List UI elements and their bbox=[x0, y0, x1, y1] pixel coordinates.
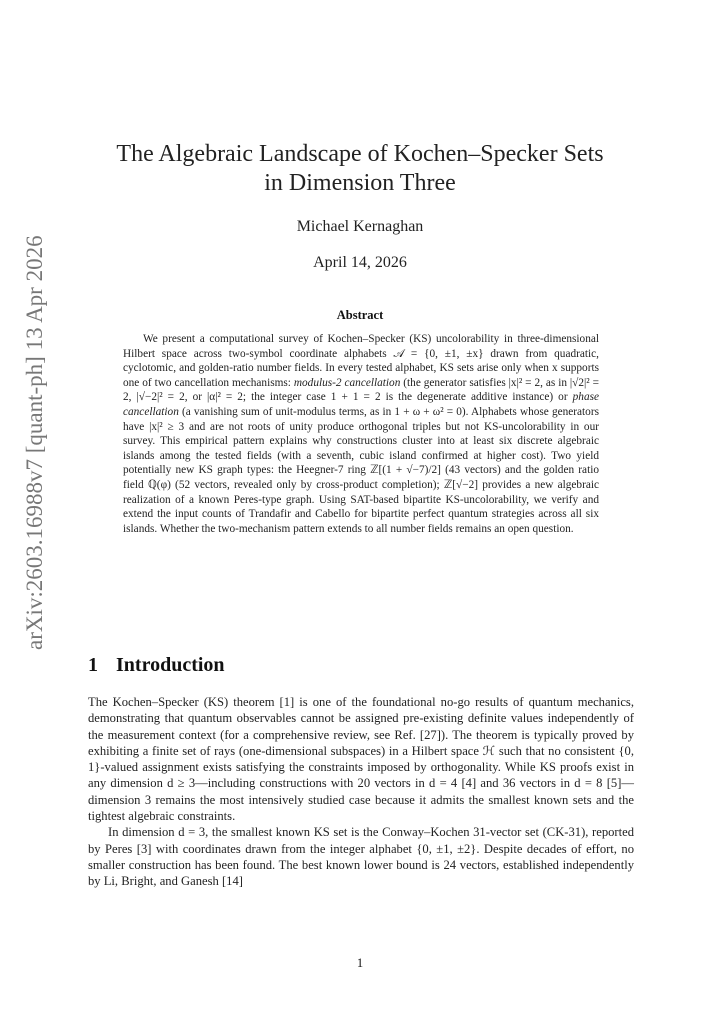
title-line-2: in Dimension Three bbox=[264, 170, 456, 196]
body-text bbox=[88, 694, 634, 890]
section-title: Introduction bbox=[116, 654, 225, 676]
abstract-text-part3: (a vanishing sum of unit-modulus terms, as in 1 + ω + ω² = 0). Alphabets whose generators have |x|² ≥ 3 and are not roots of unity produce orthogonal triples but not KS-uncolorability in our survey. This empirical pattern explains why constructions cluster into at least six discrete algebraic islands among the tested fields (with a seventh, cubic island confirmed at higher cost). Two yield potentially new KS graph types: the Heegner-7 ring ℤ[(1 + √−7)/2] (43 vectors) and the golden ratio field ℚ(φ) (52 vectors, revealed only by cross-product completion); ℤ[√−2] provides a new algebraic realization of a known Peres-type graph. Using SAT-based bipartite KS-uncolorability, we verify and extend the input counts of Trandafir and Cabello for bipartite perfect quantum strategies across all six islands. Whether the two-mechanism pattern extends to all number fields remains an open question. bbox=[123, 405, 599, 535]
section-heading bbox=[88, 654, 225, 677]
page-number: 1 bbox=[356, 956, 364, 970]
abstract-heading: Abstract bbox=[336, 308, 384, 322]
author-name: Michael Kernaghan bbox=[296, 218, 424, 235]
publication-date: April 14, 2026 bbox=[313, 254, 407, 271]
abstract-text-part2: (the generator satisfies |x|² = 2, as in |√2|² = 2, |√−2|² = 2, or |α|² = 2; the integer case 1 + 1 = 2 is the degenerate additive instance) or bbox=[123, 376, 599, 404]
abstract-body bbox=[123, 332, 599, 536]
section-number: 1 bbox=[88, 654, 98, 676]
body-paragraph-1: The Kochen–Specker (KS) theorem [1] is one of the foundational no-go results of quantum mechanics, demonstrating that quantum observables cannot be assigned pre-existing definite values independently of the measurement context (for a comprehensive review, see Ref. [27]). The theorem is typically proved by exhibiting a finite set of rays (one-dimensional subspaces) in a Hilbert space ℋ such that no consistent {0, 1}-valued assignment exists satisfying the constraints imposed by orthogonality. While KS proofs exist in any dimension d ≥ 3—including constructions with 20 vectors in d = 4 [4] and 36 vectors in d = 8 [5]—dimension 3 remains the most intensively studied case because it admits the smallest known sets and the tightest algebraic constraints. bbox=[88, 695, 634, 824]
arxiv-sidebar-stamp: arXiv:2603.16988v7 [quant-ph] 13 Apr 2026 bbox=[22, 235, 47, 650]
paper-title bbox=[90, 140, 630, 198]
body-paragraph-2: In dimension d = 3, the smallest known KS set is the Conway–Kochen 31-vector set (CK-31), reported by Peres [3] with coordinates drawn from the integer alphabet {0, ±1, ±2}. Despite decades of effort, no smaller construction has been found. The best known lower bound is 24 vectors, established independently by Li, Bright, and Ganesh [14] bbox=[88, 825, 634, 889]
abstract-term-modulus: modulus-2 cancellation bbox=[293, 376, 401, 389]
abstract-text-part1: We present a computational survey of Kochen–Specker (KS) uncolorability in three-dimensional Hilbert space across two-symbol coordinate alphabets 𝒜 = {0, ±1, ±x} drawn from quadratic, cyclotomic, and golden-ratio number fields. In every tested alphabet, KS sets arise only when x supports one of two cancellation mechanisms: bbox=[123, 333, 599, 389]
title-line-1: The Algebraic Landscape of Kochen–Specker Sets bbox=[116, 141, 604, 167]
abstract-term-phase: phase cancellation bbox=[123, 391, 599, 418]
